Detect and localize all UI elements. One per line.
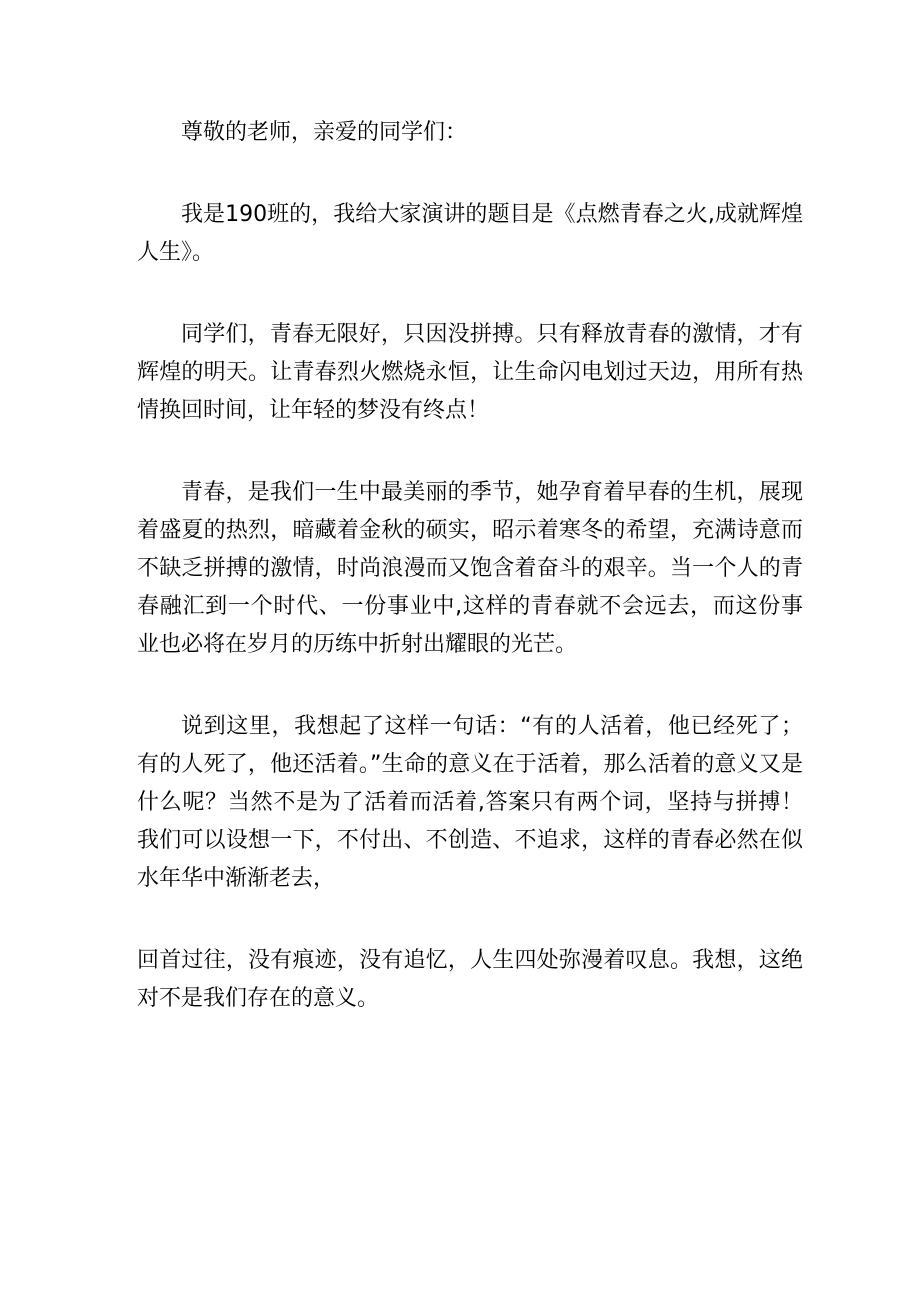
youth-passion-paragraph: 同学们，青春无限好，只因没拼搏。只有释放青春的激情，才有辉煌的明天。让青春烈火燃烧永恒，让生命闪电划过天边，用所有热情换回时间，让年轻的梦没有终点！ — [137, 322, 803, 423]
closing-paragraph: 回首过往，没有痕迹，没有追忆，人生四处弥漫着叹息。我想，这绝对不是我们存在的意义。 — [137, 948, 803, 1011]
topic-paragraph: 我是190班的，我给大家演讲的题目是《点燃青春之火,成就辉煌人生》。 — [137, 202, 803, 265]
meaning-of-life-paragraph: 说到这里，我想起了这样一句话：“有的人活着，他已经死了；有的人死了，他还活着。”生命的意义在于活着，那么活着的意义又是什么呢？当然不是为了活着而活着,答案只有两个词，坚持与拼搏！我们可以设想一下，不付出、不创造、不追求，这样的青春必然在似水年华中渐渐老去， — [137, 714, 803, 891]
youth-season-paragraph: 青春，是我们一生中最美丽的季节，她孕育着早春的生机，展现着盛夏的热烈，暗藏着金秋的硕实，昭示着寒冬的希望，充满诗意而不缺乏拼搏的激情，时尚浪漫而又饱含着奋斗的艰辛。当一个人的青春融汇到一个时代、一份事业中,这样的青春就不会远去，而这份事业也必将在岁月的历练中折射出耀眼的光芒。 — [137, 480, 803, 657]
greeting-paragraph: 尊敬的老师，亲爱的同学们： — [181, 120, 468, 145]
speech-document — [137, 114, 803, 1018]
